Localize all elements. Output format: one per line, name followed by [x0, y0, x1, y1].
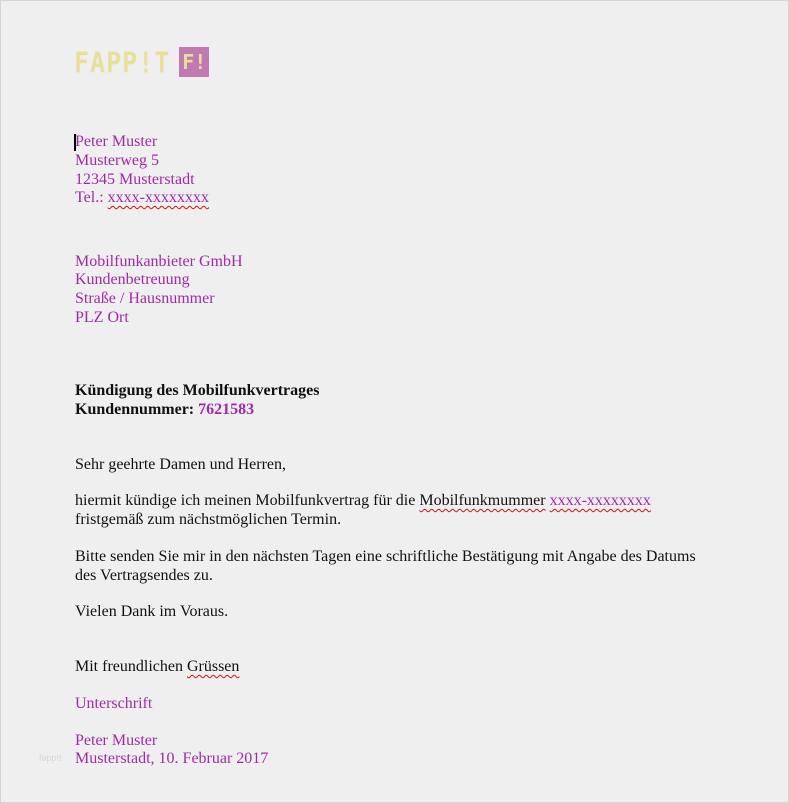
- sender-city[interactable]: 12345 Musterstadt: [75, 171, 195, 188]
- signature-placeholder[interactable]: Unterschrift: [75, 695, 153, 712]
- subject-customer-number[interactable]: [75, 400, 254, 419]
- closing-misspelled-word[interactable]: Grüssen: [186, 658, 240, 675]
- sender-name[interactable]: Peter Muster: [75, 133, 158, 150]
- customer-number-label: Kundennummer:: [75, 401, 195, 418]
- closing-text: Mit freundlichen: [75, 658, 187, 675]
- misspelled-word[interactable]: Mobilfunkmummer: [419, 492, 546, 509]
- paragraph-3[interactable]: Vielen Dank im Voraus.: [75, 603, 229, 620]
- place-date[interactable]: Musterstadt, 10. Februar 2017: [75, 750, 269, 767]
- paragraph-1-line-2[interactable]: fristgemäß zum nächstmöglichen Termin.: [75, 511, 342, 528]
- salutation[interactable]: Sehr geehrte Damen und Herren,: [75, 456, 287, 473]
- paragraph-1-line-1[interactable]: [75, 491, 651, 510]
- recipient-department[interactable]: Kundenbetreuung: [75, 271, 190, 288]
- subject-title[interactable]: Kündigung des Mobilfunkvertrages: [75, 382, 320, 399]
- logo-badge: F!: [179, 47, 209, 77]
- brand-logo: [74, 45, 209, 79]
- closing[interactable]: [75, 657, 239, 676]
- paragraph-1-text: hiermit kündige ich meinen Mobilfunkvertrag für die: [75, 492, 420, 509]
- recipient-street[interactable]: Straße / Hausnummer: [75, 290, 215, 307]
- phone-value[interactable]: xxxx-xxxxxxxx: [107, 189, 209, 206]
- signature-name[interactable]: Peter Muster: [75, 732, 158, 749]
- customer-number-value[interactable]: 7621583: [198, 401, 255, 418]
- phone-label: Tel.:: [75, 189, 104, 206]
- paragraph-2-line-1[interactable]: Bitte senden Sie mir in den nächsten Tagen eine schriftliche Bestätigung mit Angabe des Datums: [75, 548, 696, 565]
- recipient-city[interactable]: PLZ Ort: [75, 309, 129, 326]
- sender-phone[interactable]: [75, 188, 209, 207]
- sender-street[interactable]: Musterweg 5: [75, 152, 159, 169]
- mobile-number-placeholder[interactable]: xxxx-xxxxxxxx: [549, 492, 651, 509]
- watermark: fapp!t: [39, 753, 62, 763]
- logo-text: FAPP!T: [74, 45, 171, 79]
- paragraph-2-line-2[interactable]: des Vertragsendes zu.: [75, 567, 213, 584]
- recipient-company[interactable]: Mobilfunkanbieter GmbH: [75, 253, 243, 270]
